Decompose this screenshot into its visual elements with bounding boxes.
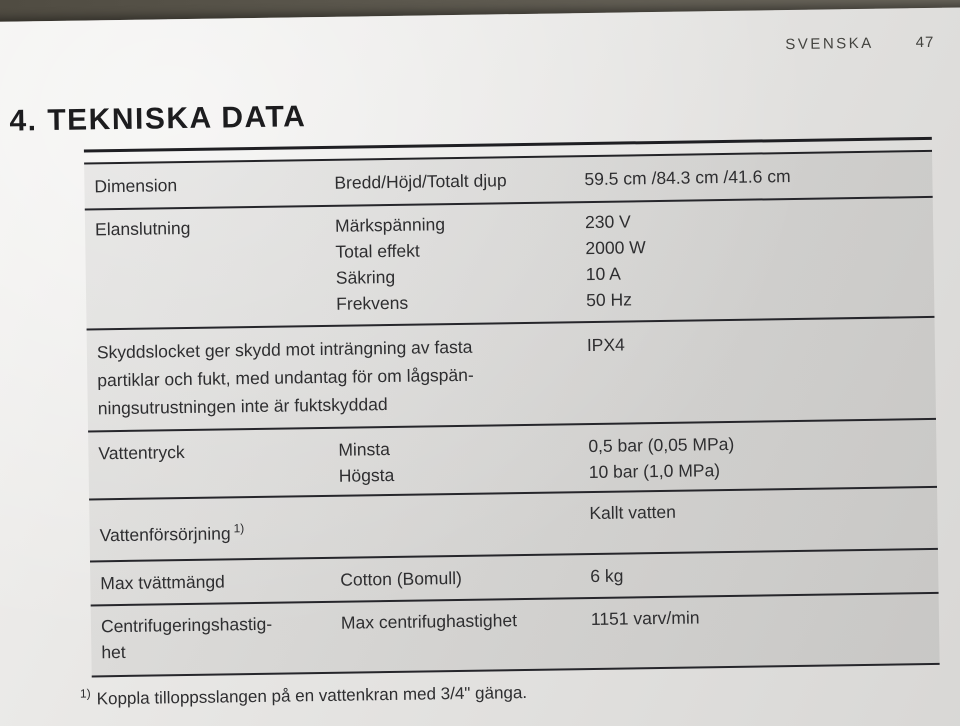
row-value: 6 kg bbox=[590, 565, 624, 587]
row-label: Vattentryck bbox=[98, 442, 185, 464]
section-title: 4. TEKNISKA DATA bbox=[9, 100, 307, 138]
tech-data-table bbox=[84, 150, 940, 678]
row-values bbox=[588, 428, 937, 485]
row-label: Dimension bbox=[94, 175, 178, 197]
value-line: 10 A bbox=[585, 263, 621, 285]
table-row-protection bbox=[87, 318, 936, 433]
value-line: 10 bar (1,0 MPa) bbox=[588, 460, 721, 483]
value-line: 2000 W bbox=[585, 237, 646, 259]
label-text: Vattenförsörjning bbox=[99, 523, 231, 546]
value-line: 0,5 bar (0,05 MPa) bbox=[588, 433, 735, 457]
footnote-reference: 1) bbox=[233, 521, 245, 536]
parameter-line: Total effekt bbox=[335, 240, 420, 262]
parameter-line: Minsta bbox=[338, 438, 391, 460]
row-label bbox=[87, 331, 588, 422]
row-value: 59.5 cm /84.3 cm /41.6 cm bbox=[584, 166, 791, 190]
footnote-text: Koppla tilloppsslangen på en vattenkran med 3/4" gänga. bbox=[96, 682, 528, 709]
row-parameter: Cotton (Bomull) bbox=[340, 567, 463, 590]
table-row-spin-speed bbox=[91, 594, 940, 678]
row-label: Elanslutning bbox=[94, 217, 191, 240]
row-value: IPX4 bbox=[586, 334, 625, 356]
value-line: 230 V bbox=[584, 211, 631, 233]
language-label: SVENSKA bbox=[785, 34, 874, 54]
table-row-water-pressure bbox=[88, 420, 937, 501]
parameter-line: Säkring bbox=[335, 266, 396, 288]
page-header bbox=[0, 33, 960, 65]
footnote-reference: 1) bbox=[79, 686, 91, 701]
label-line: Centrifugeringshastig- bbox=[100, 613, 273, 637]
row-parameters bbox=[335, 209, 587, 317]
manual-page bbox=[0, 7, 960, 726]
row-label bbox=[89, 497, 340, 561]
row-parameter: Max centrifughastighet bbox=[340, 610, 518, 633]
title-rule bbox=[84, 137, 932, 153]
label-line: ningsutrustningen inte är fuktskyddad bbox=[97, 394, 388, 419]
row-value: Kallt vatten bbox=[589, 501, 677, 524]
parameter-line: Frekvens bbox=[336, 292, 409, 314]
label-line: het bbox=[101, 641, 126, 663]
row-label: Max tvättmängd bbox=[100, 571, 225, 594]
parameter-line: Högsta bbox=[338, 464, 395, 486]
row-parameters bbox=[338, 433, 589, 489]
label-line: partiklar och fukt, med undantag för om lågspän- bbox=[97, 364, 474, 391]
label-line: Skyddslocket ger skydd mot inträngning av fasta bbox=[96, 336, 473, 363]
row-values bbox=[585, 204, 935, 313]
row-label bbox=[91, 610, 342, 670]
row-parameter: Bredd/Höjd/Totalt djup bbox=[334, 170, 507, 193]
row-value: 1151 varv/min bbox=[590, 607, 700, 630]
parameter-line: Märkspänning bbox=[334, 214, 446, 236]
table-row-electrical bbox=[85, 198, 935, 331]
row-parameter-empty bbox=[339, 493, 590, 557]
value-line: 50 Hz bbox=[586, 289, 633, 311]
footnote bbox=[80, 676, 960, 710]
page-content bbox=[0, 7, 960, 711]
page-number: 47 bbox=[915, 33, 935, 52]
